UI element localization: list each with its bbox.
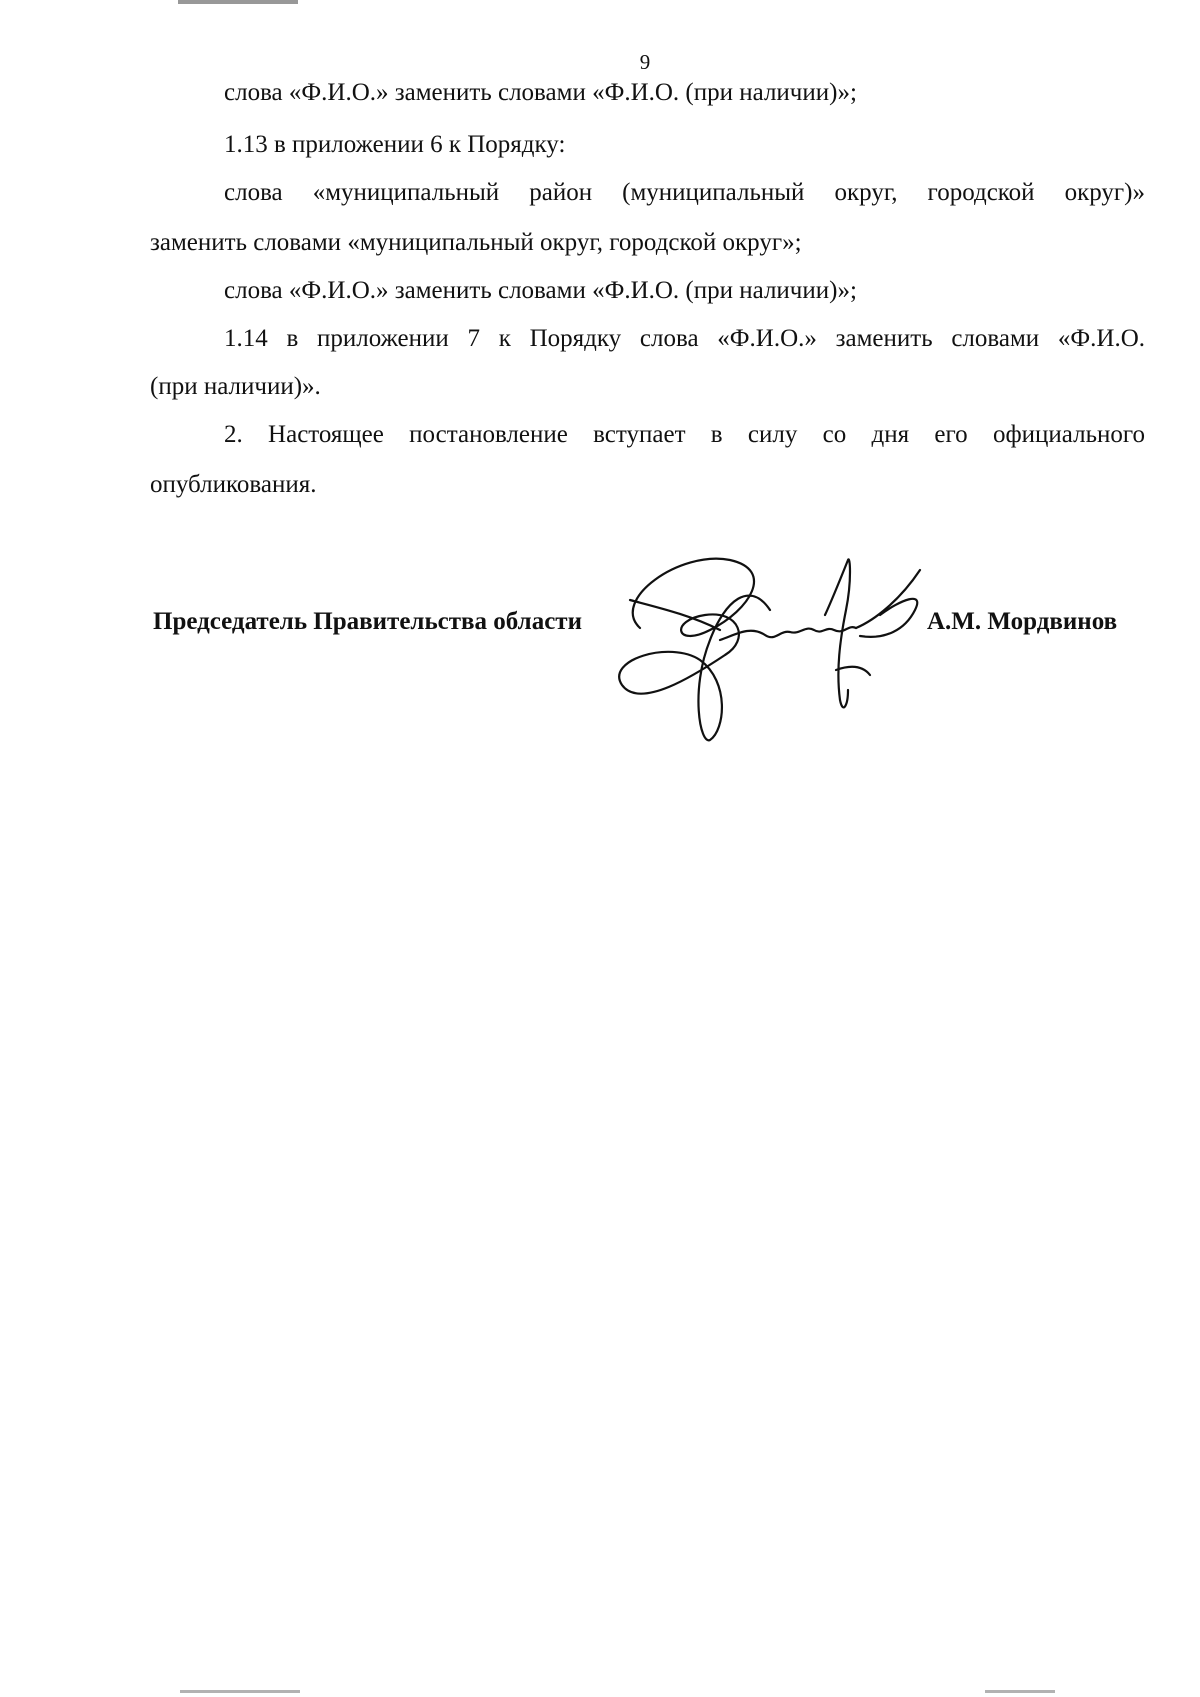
signatory-name: А.М. Мордвинов [927,608,1118,635]
paragraph-effective-line-1: 2. Настоящее постановление вступает в силу со дня его официального [224,421,1145,448]
scan-artifact-bottom-right [985,1690,1055,1693]
paragraph-item-1-13: 1.13 в приложении 6 к Порядку: [224,131,566,158]
paragraph-municipal-line-2: заменить словами «муниципальный округ, городской округ»; [150,229,802,256]
paragraph-item-1-14-line-1: 1.14 в приложении 7 к Порядку слова «Ф.И.О.» заменить словами «Ф.И.О. [224,325,1145,352]
paragraph-effective-line-2: опубликования. [150,471,317,498]
handwritten-signature [600,540,940,750]
signatory-title: Председатель Правительства области [153,608,582,635]
paragraph-fio-replace-2: слова «Ф.И.О.» заменить словами «Ф.И.О. (при наличии)»; [224,277,857,304]
page-number: 9 [639,50,651,74]
paragraph-municipal-line-1: слова «муниципальный район (муниципальный округ, городской округ)» [224,179,1145,206]
paragraph-item-1-14-line-2: (при наличии)». [150,373,321,400]
scan-artifact-bottom-left [180,1690,300,1693]
paragraph-fio-replace-1: слова «Ф.И.О.» заменить словами «Ф.И.О. (при наличии)»; [224,79,857,106]
scan-artifact-top [178,0,298,4]
